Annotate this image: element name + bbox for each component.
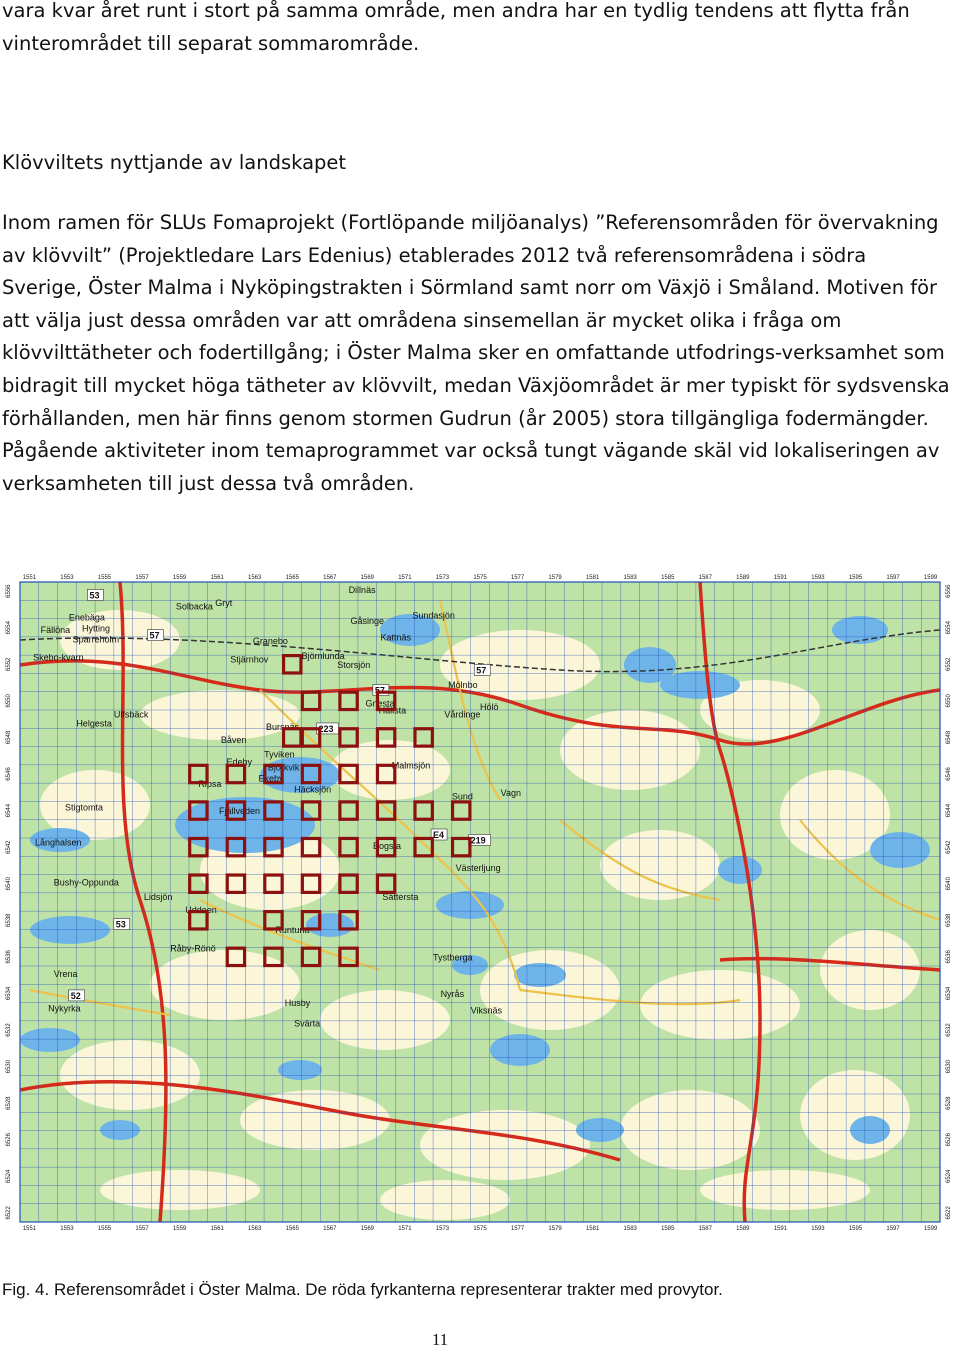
lake: [30, 916, 110, 944]
place-label: Solbacka: [175, 601, 213, 612]
place-label: Granebo: [252, 636, 288, 647]
farmland: [640, 970, 800, 1040]
y-tick-label-right: 6534: [946, 986, 952, 1001]
figure-caption: Fig. 4. Referensområdet i Öster Malma. De röda fyrkanterna representerar trakter med provytor.: [2, 1280, 723, 1299]
y-tick-label-right: 6544: [946, 803, 952, 818]
road-number: 53: [89, 590, 100, 601]
y-tick-label-left: 6544: [6, 803, 12, 818]
place-label: Västerljung: [455, 862, 501, 873]
y-tick-label-right: 6532: [946, 1023, 952, 1037]
place-label: Stjärnhov: [230, 654, 269, 665]
x-tick-label-bottom: 1595: [848, 1226, 863, 1232]
place-label: Bogsta: [372, 840, 402, 851]
place-label: Bushy-Oppunda: [53, 877, 119, 888]
x-tick-label-bottom: 1569: [360, 1226, 375, 1232]
place-label: Ulfsbäck: [113, 709, 149, 720]
y-tick-label-left: 6554: [6, 621, 12, 635]
section-heading: Klövviltets nyttjande av landskapet: [2, 151, 347, 174]
place-label: Vagn: [500, 787, 522, 798]
x-tick-label-bottom: 1579: [548, 1226, 562, 1232]
x-tick-label-top: 1575: [473, 575, 487, 581]
x-tick-label-bottom: 1571: [398, 1226, 412, 1232]
x-tick-label-bottom: 1553: [60, 1226, 74, 1232]
y-tick-label-right: 6548: [946, 730, 952, 745]
place-label: Tyviken: [264, 749, 295, 760]
x-tick-label-bottom: 1599: [923, 1226, 938, 1232]
x-tick-label-bottom: 1561: [210, 1226, 224, 1232]
y-tick-label-right: 6528: [946, 1096, 952, 1110]
place-label: Gåsinge: [350, 616, 384, 627]
reference-area-map: [0, 570, 960, 1232]
road-number: 57: [374, 685, 385, 696]
place-label: Skebo-kvarn: [33, 652, 84, 663]
farmland: [380, 1180, 510, 1220]
place-label: Edeby: [226, 756, 253, 767]
x-tick-label-bottom: 1559: [172, 1226, 187, 1232]
place-label: Husby: [284, 998, 311, 1009]
y-tick-label-left: 6526: [6, 1133, 12, 1147]
x-tick-label-top: 1561: [210, 575, 224, 581]
y-tick-label-left: 6524: [6, 1169, 12, 1183]
x-tick-label-top: 1599: [923, 575, 938, 581]
y-tick-label-right: 6540: [946, 877, 952, 891]
place-label: Helgesta: [76, 718, 112, 729]
y-tick-label-right: 6530: [946, 1059, 952, 1074]
x-tick-label-bottom: 1587: [698, 1226, 712, 1232]
x-tick-label-bottom: 1597: [886, 1226, 900, 1232]
y-tick-label-right: 6542: [946, 840, 952, 854]
x-tick-label-top: 1583: [623, 575, 637, 581]
place-label: Ripsa: [198, 778, 222, 789]
y-tick-label-right: 6552: [946, 657, 952, 671]
x-tick-label-top: 1595: [848, 575, 863, 581]
farmland: [600, 830, 720, 900]
y-tick-label-right: 6550: [946, 694, 952, 708]
place-label: Svärta: [294, 1018, 321, 1029]
lake: [660, 671, 740, 699]
x-tick-label-bottom: 1575: [473, 1226, 487, 1232]
y-tick-label-left: 6546: [6, 767, 12, 781]
x-tick-label-top: 1591: [773, 575, 788, 581]
x-tick-label-bottom: 1573: [435, 1226, 450, 1232]
road-number: 57: [149, 630, 160, 641]
place-label: Storsjön: [337, 659, 371, 670]
road-number: 53: [115, 919, 126, 930]
place-label: Häcksjön: [294, 784, 332, 795]
x-tick-label-top: 1593: [811, 575, 825, 581]
x-tick-label-top: 1551: [22, 575, 37, 581]
y-tick-label-left: 6552: [6, 657, 12, 671]
farmland: [800, 1070, 910, 1160]
place-label: Stigtomta: [65, 802, 104, 813]
x-tick-label-bottom: 1567: [323, 1226, 337, 1232]
place-label: Dillnäs: [348, 584, 376, 595]
place-label: Vrena: [53, 968, 78, 979]
place-label: Långhalsen: [35, 837, 82, 848]
place-label: Uddeen: [185, 904, 217, 915]
x-tick-label-top: 1553: [60, 575, 74, 581]
x-tick-label-top: 1581: [585, 575, 600, 581]
place-label: Sättersta: [382, 892, 419, 903]
y-tick-label-left: 6534: [6, 986, 12, 1001]
y-tick-label-left: 6550: [6, 694, 12, 708]
y-tick-label-right: 6546: [946, 767, 952, 781]
y-tick-label-left: 6548: [6, 730, 12, 745]
x-tick-label-top: 1585: [661, 575, 675, 581]
place-label: Björkvik: [267, 762, 300, 773]
farmland: [320, 990, 450, 1050]
place-label: Sparreholm: [72, 634, 120, 645]
intro-paragraph: vara kvar året runt i stort på samma område, men andra har en tydlig tendens att flytta från vinterområdet till separat sommarområde.: [2, 0, 910, 55]
place-label: Fällöna: [40, 625, 71, 636]
x-tick-label-top: 1579: [548, 575, 562, 581]
lake: [100, 1120, 140, 1140]
place-label: Hölö: [480, 702, 499, 712]
x-tick-label-top: 1567: [323, 575, 337, 581]
x-tick-label-bottom: 1583: [623, 1226, 637, 1232]
y-tick-label-left: 6532: [6, 1023, 12, 1037]
farmland: [620, 1090, 760, 1170]
x-tick-label-bottom: 1563: [248, 1226, 262, 1232]
place-label: Enebäga: [68, 612, 105, 623]
road-number: E4: [433, 830, 445, 840]
road-number: 219: [470, 835, 486, 846]
place-label: Bursnäs: [265, 722, 299, 733]
farmland: [820, 930, 920, 1010]
body-paragraph: Inom ramen för SLUs Fomaprojekt (Fortlöpande miljöanalys) ”Referensområden för övervakning av klövvilt” (Projektledare Lars Edenius) etablerades 2012 två referensområdena i södra Sverige, Öster Malma i Nyköpingstrakten i Sörmland samt norr om Växjö i Småland. Motiven för att välja just dessa områden var att områdena sinsemellan är mycket olika i fråga om klövvilttätheter och fodertillgång; i Öster Malma sker en omfattande utfodrings-verksamhet som bidragit till mycket höga tätheter av klövvilt, medan Växjöområdet är mer typiskt för sydsvenska förhållanden, men här finns genom stormen Gudrun (år 2005) stora tillgängliga fodermängder. Pågående aktiviteter inom temaprogrammet var också tungt vägande skäl vid lokaliseringen av verksamheten till just dessa två områden.: [2, 211, 950, 495]
lake: [20, 1028, 80, 1052]
lake: [490, 1034, 550, 1066]
farmland: [480, 950, 620, 1030]
farmland: [700, 1170, 870, 1210]
lake: [436, 891, 504, 919]
farmland: [330, 740, 450, 800]
x-tick-label-bottom: 1589: [736, 1226, 750, 1232]
x-tick-label-top: 1577: [510, 575, 525, 581]
place-label: Kattnäs: [380, 632, 412, 643]
y-tick-label-right: 6524: [946, 1169, 952, 1183]
y-tick-label-right: 6522: [946, 1206, 952, 1220]
place-label: Ekeby: [258, 773, 284, 784]
place-label: Nykyrka: [48, 1003, 81, 1014]
x-tick-label-bottom: 1565: [285, 1226, 299, 1232]
lake: [832, 616, 888, 644]
x-tick-label-top: 1555: [97, 575, 112, 581]
place-label: Hytting: [81, 623, 110, 634]
place-label: Fjällveden: [219, 806, 261, 817]
place-label: Nyrås: [440, 989, 465, 1000]
x-tick-label-top: 1587: [698, 575, 712, 581]
x-tick-label-top: 1569: [360, 575, 375, 581]
y-tick-label-right: 6554: [946, 621, 952, 635]
x-tick-label-bottom: 1593: [811, 1226, 825, 1232]
x-tick-label-bottom: 1551: [22, 1226, 37, 1232]
y-tick-label-left: 6536: [6, 950, 12, 964]
farmland: [140, 690, 300, 740]
road-number: 57: [476, 665, 487, 676]
lake: [514, 963, 566, 987]
road-number: 223: [318, 723, 334, 734]
y-tick-label-left: 6542: [6, 840, 12, 854]
x-tick-label-top: 1571: [398, 575, 412, 581]
place-label: Sundasjön: [412, 610, 455, 621]
x-tick-label-bottom: 1557: [135, 1226, 149, 1232]
x-tick-label-top: 1597: [886, 575, 900, 581]
x-tick-label-top: 1573: [435, 575, 450, 581]
lake: [278, 1060, 322, 1080]
place-label: Mölnbo: [448, 680, 478, 691]
page-number: 11: [431, 1330, 449, 1349]
place-label: Gryt: [215, 597, 233, 608]
x-tick-label-top: 1563: [248, 575, 262, 581]
farmland: [60, 1040, 200, 1110]
x-tick-label-top: 1565: [285, 575, 299, 581]
lake: [850, 1116, 890, 1144]
lake: [306, 913, 354, 937]
farmland: [100, 1170, 260, 1210]
y-tick-label-left: 6530: [6, 1059, 12, 1074]
place-label: Viksnäs: [470, 1005, 502, 1016]
place-label: Tystberga: [433, 952, 473, 963]
y-tick-label-left: 6540: [6, 877, 12, 891]
place-label: Hållsta: [378, 705, 407, 716]
lake: [718, 856, 762, 884]
place-label: Sund: [451, 791, 473, 802]
y-tick-label-left: 6556: [6, 584, 12, 598]
x-tick-label-top: 1559: [172, 575, 187, 581]
x-tick-label-bottom: 1555: [97, 1226, 112, 1232]
place-label: Råby-Rönö: [170, 943, 216, 954]
place-label: Gnesta: [365, 698, 395, 709]
y-tick-label-right: 6526: [946, 1133, 952, 1147]
y-tick-label-right: 6556: [946, 584, 952, 598]
y-tick-label-right: 6536: [946, 950, 952, 964]
place-label: Vårdinge: [444, 709, 481, 720]
x-tick-label-bottom: 1581: [585, 1226, 600, 1232]
place-label: Båven: [220, 734, 247, 745]
y-tick-label-left: 6538: [6, 913, 12, 927]
place-label: Björnlunda: [301, 650, 345, 661]
x-tick-label-top: 1589: [736, 575, 750, 581]
y-tick-label-left: 6522: [6, 1206, 12, 1220]
x-tick-label-bottom: 1577: [510, 1226, 525, 1232]
x-tick-label-top: 1557: [135, 575, 149, 581]
road-number: 52: [70, 990, 81, 1001]
y-tick-label-left: 6528: [6, 1096, 12, 1110]
x-tick-label-bottom: 1585: [661, 1226, 675, 1232]
y-tick-label-right: 6538: [946, 913, 952, 927]
farmland: [150, 950, 300, 1020]
place-label: Malmsjön: [391, 760, 431, 771]
place-label: Lidsjön: [143, 892, 173, 903]
x-tick-label-bottom: 1591: [773, 1226, 788, 1232]
place-label: Runtuna: [275, 925, 310, 936]
